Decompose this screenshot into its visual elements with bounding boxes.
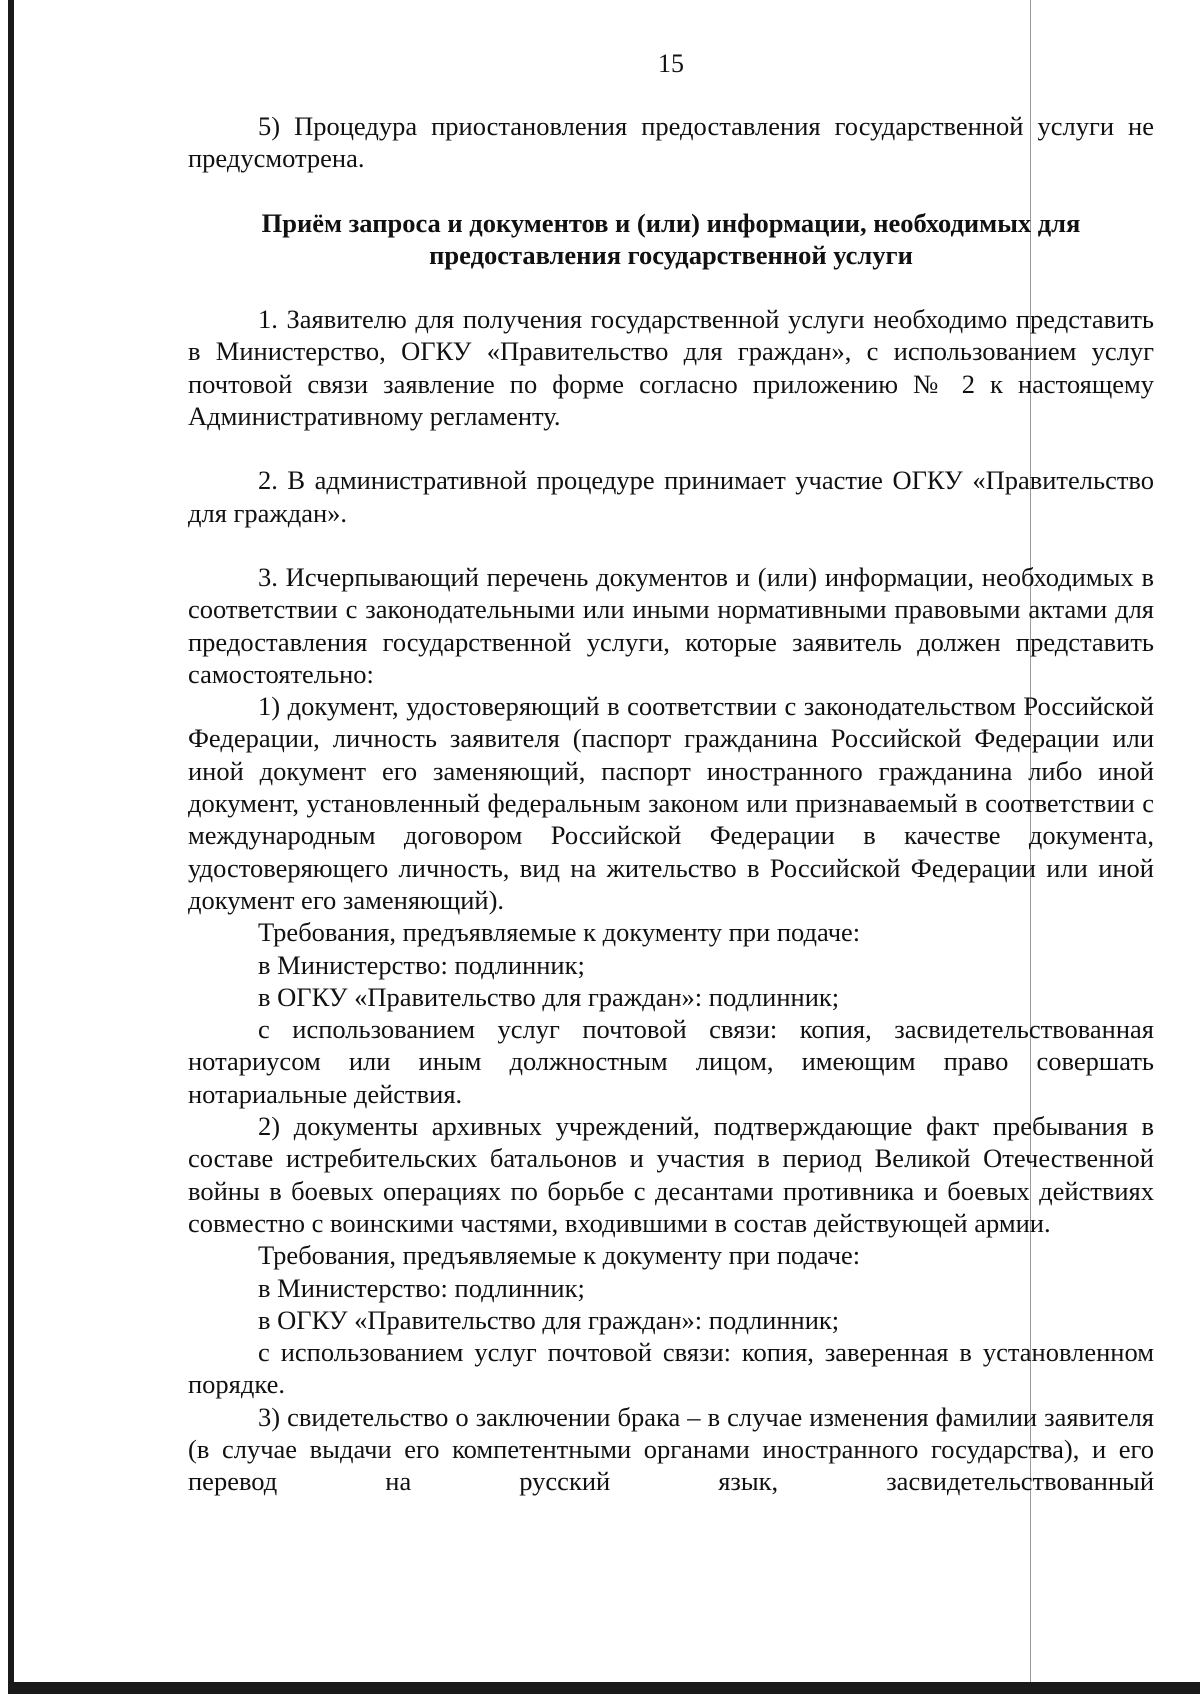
paragraph-document-1: 1) документ, удостоверяющий в соответствии с законодательством Российской Федерации, личность заявителя (паспорт гражданина Российской Федерации или иной документ его заменяющий, паспорт иностранного гражданина либо иной документ, установленный федеральным законом или признаваемый в соответствии с международным договором Российской Федерации в качестве документа, удостоверяющего личность, вид на жительство в Российской Федерации или иной документ его заменяющий).	[188, 691, 1154, 915]
paragraph-document-2: 2) документы архивных учреждений, подтверждающие факт пребывания в составе истребительских батальонов и участия в период Великой Отечественной войны в боевых операциях по борьбе с десантами противника и боевых действиях совместно с воинскими частями, входившими в состав действующей армии.	[188, 1111, 1154, 1238]
paragraph-document-1-requirements: Требования, предъявляемые к документу при подаче:	[258, 917, 861, 948]
paragraph-document-1-ministry: в Министерство: подлинник;	[258, 949, 585, 980]
paragraph-item-3: 3. Исчерпывающий перечень документов и (или) информации, необходимых в соответствии с законодательными или иными нормативными правовыми актами для предоставления государственной услуги, которые заявитель должен представить самостоятельно:	[188, 561, 1154, 689]
scan-border-left	[8, 0, 14, 1682]
scan-border-bottom	[8, 1682, 1200, 1694]
section-heading: Приём запроса и документов и (или) информации, необходимых для предоставления государственной услуги	[261, 207, 1081, 270]
paragraph-document-2-ministry: в Министерство: подлинник;	[258, 1272, 585, 1303]
paragraph-suspension: 5) Процедура приостановления предоставления государственной услуги не предусмотрена.	[188, 111, 1154, 174]
page-number: 15	[658, 49, 684, 78]
paragraph-document-1-ogku: в ОГКУ «Правительство для граждан»: подлинник;	[258, 981, 840, 1012]
paragraph-document-3: 3) свидетельство о заключении брака – в случае изменения фамилии заявителя (в случае выдачи его компетентными органами иностранного государства), и его перевод на русский язык, засвидетельствованный	[188, 1401, 1154, 1497]
paragraph-document-2-requirements: Требования, предъявляемые к документу при подаче:	[258, 1240, 861, 1271]
paragraph-document-2-ogku: в ОГКУ «Правительство для граждан»: подлинник;	[258, 1304, 840, 1335]
document-page	[188, 44, 1154, 1498]
paragraph-document-2-post: с использованием услуг почтовой связи: копия, заверенная в установленном порядке.	[188, 1337, 1154, 1400]
paragraph-item-2: 2. В административной процедуре принимает участие ОГКУ «Правительство для граждан».	[188, 465, 1154, 528]
paragraph-document-1-post: с использованием услуг почтовой связи: копия, засвидетельствованная нотариусом или иным должностным лицом, имеющим право совершать нотариальные действия.	[188, 1014, 1154, 1109]
paragraph-item-1: 1. Заявителю для получения государственной услуги необходимо представить в Министерство, ОГКУ «Правительство для граждан», с использованием услуг почтовой связи заявление по форме согласно приложению № 2 к настоящему Административному регламенту.	[188, 304, 1154, 432]
